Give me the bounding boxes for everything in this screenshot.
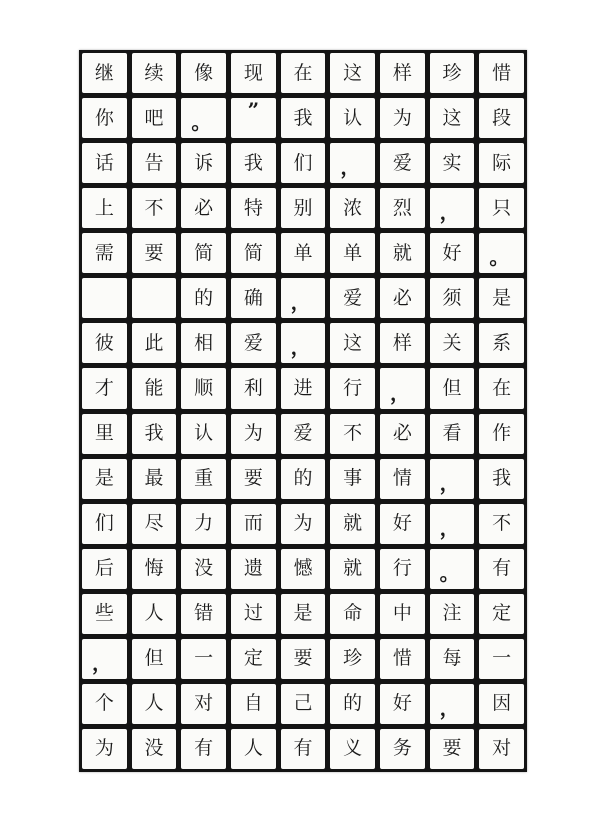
grid-cell: 样 <box>380 323 425 363</box>
grid-cell: 为 <box>380 98 425 138</box>
grid-cell: 务 <box>380 729 425 769</box>
grid-cell: 人 <box>132 684 177 724</box>
grid-cell: 诉 <box>181 143 226 183</box>
grid-cell: 。 <box>181 98 226 138</box>
grid-cell: 进 <box>281 368 326 408</box>
grid-cell: 行 <box>330 368 375 408</box>
grid-cell: 上 <box>82 188 127 228</box>
grid-cell: 单 <box>281 233 326 273</box>
grid-cell: 。 <box>479 233 524 273</box>
grid-cell: 段 <box>479 98 524 138</box>
grid-cell: 就 <box>380 233 425 273</box>
grid-cell: 而 <box>231 504 276 544</box>
grid-cell <box>82 278 127 318</box>
grid-cell: 烈 <box>380 188 425 228</box>
grid-cell: 中 <box>380 594 425 634</box>
grid-cell: 注 <box>430 594 475 634</box>
grid-cell: 定 <box>231 639 276 679</box>
grid-cell: 认 <box>181 414 226 454</box>
grid-cell: 像 <box>181 53 226 93</box>
grid-cell: 在 <box>479 368 524 408</box>
grid-cell: 好 <box>380 684 425 724</box>
grid-cell: 彼 <box>82 323 127 363</box>
grid-cell: ” <box>231 98 276 138</box>
grid-cell: ， <box>330 143 375 183</box>
grid-cell: 作 <box>479 414 524 454</box>
grid-cell: 只 <box>479 188 524 228</box>
grid-cell: 一 <box>181 639 226 679</box>
grid-cell: 在 <box>281 53 326 93</box>
grid-cell: 为 <box>281 504 326 544</box>
grid-cell: 看 <box>430 414 475 454</box>
grid-cell: 能 <box>132 368 177 408</box>
grid-cell: 但 <box>430 368 475 408</box>
grid-cell: 不 <box>479 504 524 544</box>
grid-cell: 际 <box>479 143 524 183</box>
grid-cell: 过 <box>231 594 276 634</box>
grid-cell: 惜 <box>380 639 425 679</box>
grid-cell: 尽 <box>132 504 177 544</box>
grid-cell: ， <box>281 278 326 318</box>
grid-cell: 珍 <box>430 53 475 93</box>
grid-cell: 是 <box>281 594 326 634</box>
grid-cell: 关 <box>430 323 475 363</box>
grid-cell: 有 <box>479 549 524 589</box>
grid-cell: ， <box>430 504 475 544</box>
grid-cell: 就 <box>330 504 375 544</box>
grid-cell: 我 <box>281 98 326 138</box>
grid-cell: 有 <box>281 729 326 769</box>
grid-cell: 话 <box>82 143 127 183</box>
grid-cell <box>132 278 177 318</box>
grid-cell: 命 <box>330 594 375 634</box>
grid-cell: 的 <box>330 684 375 724</box>
grid-cell: 要 <box>132 233 177 273</box>
grid-cell: 憾 <box>281 549 326 589</box>
grid-cell: 这 <box>430 98 475 138</box>
grid-cell: 没 <box>181 549 226 589</box>
grid-cell: 是 <box>479 278 524 318</box>
grid-cell: 我 <box>132 414 177 454</box>
grid-cell: 是 <box>82 459 127 499</box>
grid-cell: 好 <box>380 504 425 544</box>
grid-cell: 事 <box>330 459 375 499</box>
grid-cell: 实 <box>430 143 475 183</box>
grid-cell: 必 <box>380 414 425 454</box>
grid-cell: 自 <box>231 684 276 724</box>
grid-cell: 要 <box>430 729 475 769</box>
grid-cell: ， <box>82 639 127 679</box>
grid-cell: 不 <box>330 414 375 454</box>
grid-cell: 我 <box>479 459 524 499</box>
grid-cell: 就 <box>330 549 375 589</box>
grid-cell: 别 <box>281 188 326 228</box>
grid-cell: 你 <box>82 98 127 138</box>
grid-cell: 错 <box>181 594 226 634</box>
grid-cell: 个 <box>82 684 127 724</box>
grid-cell: 因 <box>479 684 524 724</box>
grid-cell: 最 <box>132 459 177 499</box>
grid-cell: 为 <box>231 414 276 454</box>
grid-cell: 悔 <box>132 549 177 589</box>
grid-cell: 吧 <box>132 98 177 138</box>
grid-cell: 要 <box>231 459 276 499</box>
grid-cell: 的 <box>281 459 326 499</box>
grid-cell: 行 <box>380 549 425 589</box>
manuscript-sheet <box>79 50 527 772</box>
grid-cell: 情 <box>380 459 425 499</box>
grid-cell: 爱 <box>330 278 375 318</box>
grid-cell: 们 <box>281 143 326 183</box>
grid-cell: 系 <box>479 323 524 363</box>
grid-cell: 确 <box>231 278 276 318</box>
grid-cell: 我 <box>231 143 276 183</box>
grid-cell: 告 <box>132 143 177 183</box>
character-grid <box>82 53 524 769</box>
grid-cell: 对 <box>479 729 524 769</box>
grid-cell: 己 <box>281 684 326 724</box>
grid-cell: 样 <box>380 53 425 93</box>
grid-cell: 单 <box>330 233 375 273</box>
grid-cell: 力 <box>181 504 226 544</box>
grid-cell: 爱 <box>281 414 326 454</box>
grid-cell: 为 <box>82 729 127 769</box>
grid-cell: 定 <box>479 594 524 634</box>
grid-cell: 要 <box>281 639 326 679</box>
grid-cell: 人 <box>231 729 276 769</box>
grid-cell: 利 <box>231 368 276 408</box>
grid-cell: 。 <box>430 549 475 589</box>
grid-cell: 爱 <box>380 143 425 183</box>
grid-cell: 必 <box>181 188 226 228</box>
grid-cell: 须 <box>430 278 475 318</box>
grid-cell: 现 <box>231 53 276 93</box>
grid-cell: 的 <box>181 278 226 318</box>
grid-cell: 重 <box>181 459 226 499</box>
grid-cell: 简 <box>181 233 226 273</box>
grid-cell: 才 <box>82 368 127 408</box>
grid-cell: 后 <box>82 549 127 589</box>
grid-cell: 必 <box>380 278 425 318</box>
grid-cell: 特 <box>231 188 276 228</box>
grid-cell: 顺 <box>181 368 226 408</box>
grid-cell: 好 <box>430 233 475 273</box>
grid-cell: 一 <box>479 639 524 679</box>
grid-cell: 每 <box>430 639 475 679</box>
grid-cell: 里 <box>82 414 127 454</box>
grid-cell: 珍 <box>330 639 375 679</box>
grid-cell: 们 <box>82 504 127 544</box>
grid-cell: 遗 <box>231 549 276 589</box>
grid-cell: 些 <box>82 594 127 634</box>
grid-cell: 义 <box>330 729 375 769</box>
grid-cell: 有 <box>181 729 226 769</box>
grid-cell: 对 <box>181 684 226 724</box>
grid-cell: 认 <box>330 98 375 138</box>
grid-cell: 简 <box>231 233 276 273</box>
grid-cell: ， <box>430 684 475 724</box>
grid-cell: 惜 <box>479 53 524 93</box>
grid-cell: 这 <box>330 323 375 363</box>
grid-cell: 这 <box>330 53 375 93</box>
grid-cell: 人 <box>132 594 177 634</box>
grid-cell: 需 <box>82 233 127 273</box>
grid-cell: ， <box>281 323 326 363</box>
grid-cell: ， <box>380 368 425 408</box>
grid-cell: 相 <box>181 323 226 363</box>
grid-cell: 爱 <box>231 323 276 363</box>
grid-cell: 但 <box>132 639 177 679</box>
grid-cell: 没 <box>132 729 177 769</box>
grid-cell: 不 <box>132 188 177 228</box>
grid-cell: 此 <box>132 323 177 363</box>
grid-cell: ， <box>430 459 475 499</box>
grid-cell: 浓 <box>330 188 375 228</box>
grid-cell: 续 <box>132 53 177 93</box>
grid-cell: ， <box>430 188 475 228</box>
grid-cell: 继 <box>82 53 127 93</box>
